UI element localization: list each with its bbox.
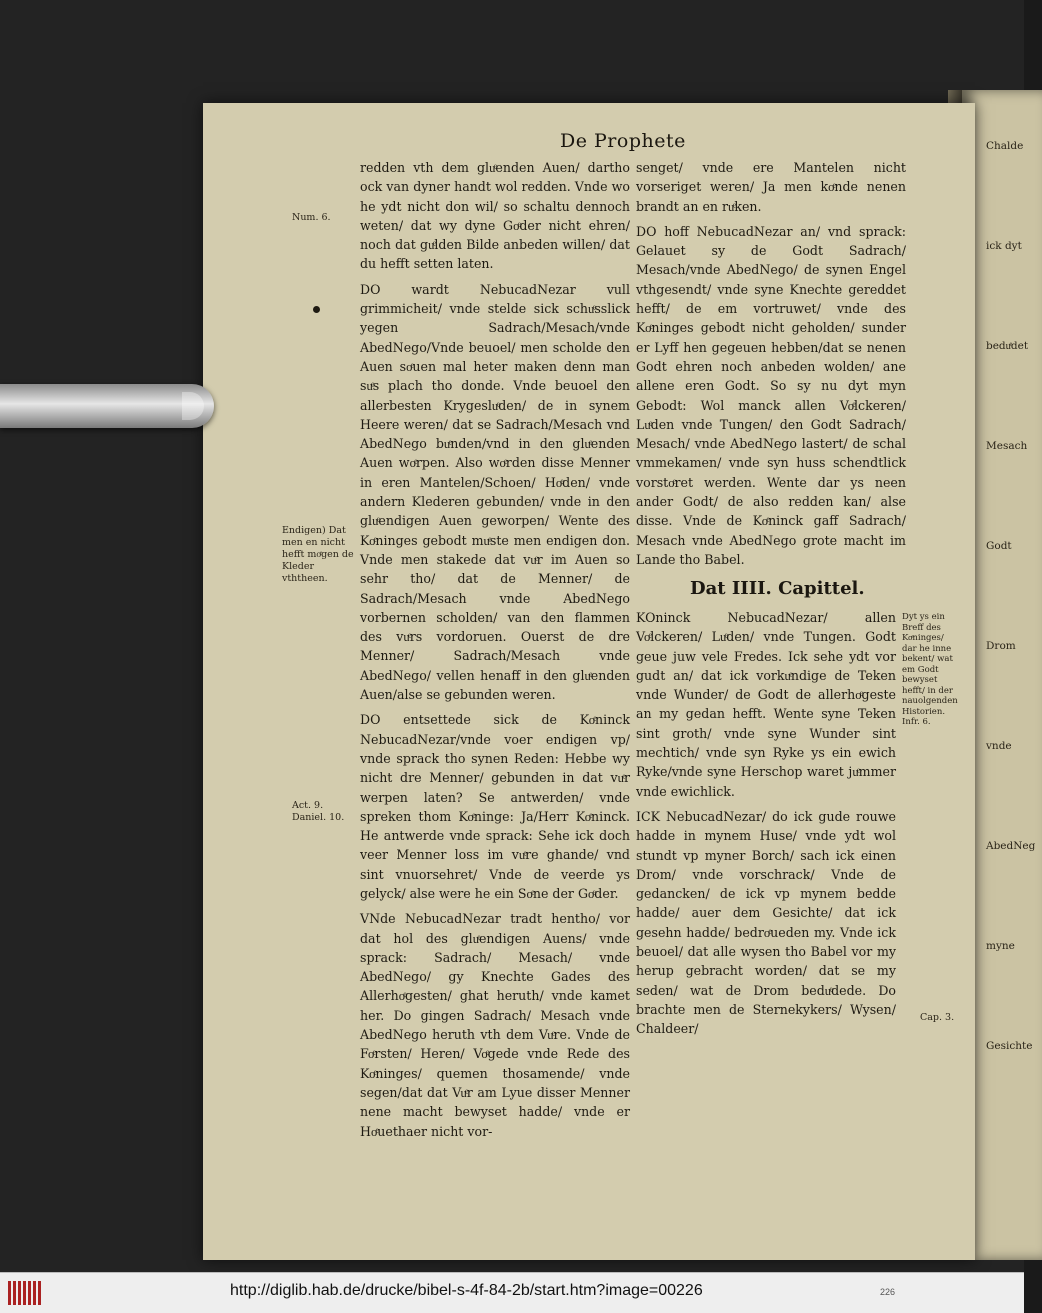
next-page-fragment: Mesach bbox=[986, 440, 1028, 452]
paragraph: redden vth dem gluͤenden Auen/ dartho ock van dyner handt wol redden. Vnde wo he ydt nicht don wil/ so schaltu dennoch weten/ dat wy dyne Goͤder nicht ehren/ noch dat guͤlden Bilde anbeden willen/ dat du hefft setten laten. bbox=[360, 160, 630, 272]
margin-note: Act. 9. Daniel. 10. bbox=[292, 800, 345, 823]
next-page-fragment: vnde bbox=[986, 740, 1012, 752]
next-page-fragment: ick dyt bbox=[986, 240, 1022, 252]
viewer-footer bbox=[0, 1272, 1024, 1313]
next-page-fragment: beduͤdet bbox=[986, 340, 1029, 352]
margin-note: Num. 6. bbox=[292, 212, 331, 223]
margin-note: Endigen) Dat men en nicht hefft moͤgen de Kleder vththeen. bbox=[282, 525, 354, 584]
paragraph: senget/ vnde ere Mantelen nicht vorseriget weren/ Ja men koͤnde nenen brandt an en ruͤken. bbox=[636, 160, 906, 214]
running-header: De Prophete bbox=[560, 130, 686, 152]
left-column bbox=[360, 158, 630, 1141]
next-page-fragment: myne bbox=[986, 940, 1015, 952]
right-column-top bbox=[636, 158, 906, 569]
library-logo[interactable] bbox=[8, 1281, 42, 1305]
next-page-fragment: Chalde bbox=[986, 140, 1024, 152]
paragraph: ICK NebucadNezar/ do ick gude rouwe hadde in mynem Huse/ vnde ydt wol stundt vp myner Borch/ sach ick einen Drom/ vnde vorschrack/ Vnde de gedancken/ de ick vp mynem bedde hadde/ auer dem Gesichte/ dat ick gesehn hadde/ bedroͤueden my. Vnde ick beuoel/ dat alle wysen tho Babel vor my herup gebracht worden/ dat se my seden/ wat de Drom beduͤdede. Do brachte men de Sternekykers/ Wysen/ Chaldeer/ bbox=[636, 808, 896, 1037]
next-page-fragment: Gesichte bbox=[986, 1040, 1033, 1052]
paragraph: KOninck NebucadNezar/ allen Voͤlckeren/ Luͤden/ vnde Tungen. Godt geue juw vele Fredes. Ick sehe ydt vor gudt an/ dat ick vorkuͤndige de Teken vnde Wunder/ de Godt de allerhoͤgeste an my gedan hefft. Wente syne Teken sint groth/ vnde syne Wunder sint mechtich/ vnde syn Ryke ys ein ewich Ryke/vnde syne Herschop waret juͤmmer vnde ewichlick. bbox=[636, 610, 896, 799]
paragraph: DO hoff NebucadNezar an/ vnd sprack: Gelauet sy de Godt Sadrach/ Mesach/vnde AbedNego/ de synen Engel vthgesendt/ vnde syne Knechte gereddet hefft/ de em vortruwet/ vnde des Koͤninges gebodt nicht geholden/ sunder er Lyff hen gegeuen hebben/dat se nenen Godt ehren noch anbeden wolden/ ane allene eren Godt. So sy nu dyt myn Gebodt: Wol manck allen Voͤlckeren/ Luͤden vnde Tungen/ den Godt Sadrach/ Mesach/ vnde AbedNego lastert/ de schal vmmekamen/ vnde syn huss schendtlick vorstoͤret werden. Wente dar ys neen ander Godt/ de also redden kan/ alse disse. Vnde de Koͤninck gaff Sadrach/ Mesach vnde AbedNego grote macht im Lande tho Babel. bbox=[636, 223, 906, 567]
margin-note: Dyt ys ein Breff des Koͤninges/ dar he inne bekent/ wat em Godt bewyset hefft/ in der nauolgenden Historien. Infr. 6. bbox=[902, 612, 958, 727]
next-page-fragment: AbedNeg bbox=[986, 840, 1036, 852]
image-url[interactable]: http://diglib.hab.de/drucke/bibel-s-4f-84-2b/start.htm?image=00226 bbox=[230, 1282, 703, 1299]
page-number: 226 bbox=[880, 1287, 896, 1297]
paragraph: DO entsettede sick de Koͤninck NebucadNezar/vnde voer endigen vp/ vnde sprack tho synen Reden: Hebbe wy nicht dre Menner/ gebunden in dat vuͤr werpen laten? Se antwerden/ vnde spreken thom Koͤninge: Ja/Herr Koͤninck. He antwerde vnde sprack: Sehe ick doch veer Menner loss im vuͤre ghande/ vnd sint vnuorsehret/ Vnde de veerde ys gelyck/ alse were he ein Soͤne der Goͤder. bbox=[360, 712, 630, 901]
page-clip bbox=[0, 384, 214, 428]
marker-dot bbox=[313, 306, 320, 313]
right-column-bottom bbox=[636, 608, 896, 1039]
catchword: Cap. 3. bbox=[920, 1012, 955, 1023]
next-page-fragment: Drom bbox=[986, 640, 1016, 652]
next-page-fragment: Godt bbox=[986, 540, 1012, 552]
chapter-heading: Dat IIII. Capittel. bbox=[690, 578, 865, 599]
paragraph: DO wardt NebucadNezar vull grimmicheit/ vnde stelde sick schuͤsslick yegen Sadrach/Mesach/vnde AbedNego/Vnde beuoel/ men scholde den Auen soͤuen mal heter maken denn man suͤs plach tho donde. Vnde beuoel den allerbesten Krygesluͤden/ de in synem Heere weren/ dat se Sadrach/Mesach vnd AbedNego buͤnden/vnd in den gluͤenden Auen woͤrpen. Also woͤrden disse Menner in eren Mantelen/Schoen/ Hoͤden/ vnde andern Kl​ederen gebunden/ vnde in den gluͤendigen Auen geworpen/ Wente des Koͤninges gebodt muͤste men endigen don. Vnde men stakede dat vuͤr im Auen so sehr tho/ dat de Menner/ de Sadrach/Mesach vnde AbedNego vorbernen scholden/ van den flammen des vuͤrs vordoruen. Ouerst de dre Menner/ Sadrach/Mesach vnde AbedNego/ vellen henaff in den gluͤenden Auen/alse se gebunden weren. bbox=[360, 281, 630, 703]
paragraph: VNde NebucadNezar tradt hentho/ vor dat hol des gluͤendigen Auens/ vnde sprack: Sadrach/ Mesach/ vnde AbedNego/ gy Knechte Gades des Allerhoͤgesten/ ghat heruth/ vnde kamet her. Do gingen Sadrach/ Mesach vnde AbedNego heruth vth dem Vuͤre. Vnde de Foͤrsten/ Heren/ Voͤgede vnde Rede des Koͤninges/ quemen thosamende/ vnde segen/dat dat Vuͤr am Lyue disser Menner nene macht bewyset hadde/ vnde er Hoͤuethaer nicht vor- bbox=[360, 911, 630, 1139]
